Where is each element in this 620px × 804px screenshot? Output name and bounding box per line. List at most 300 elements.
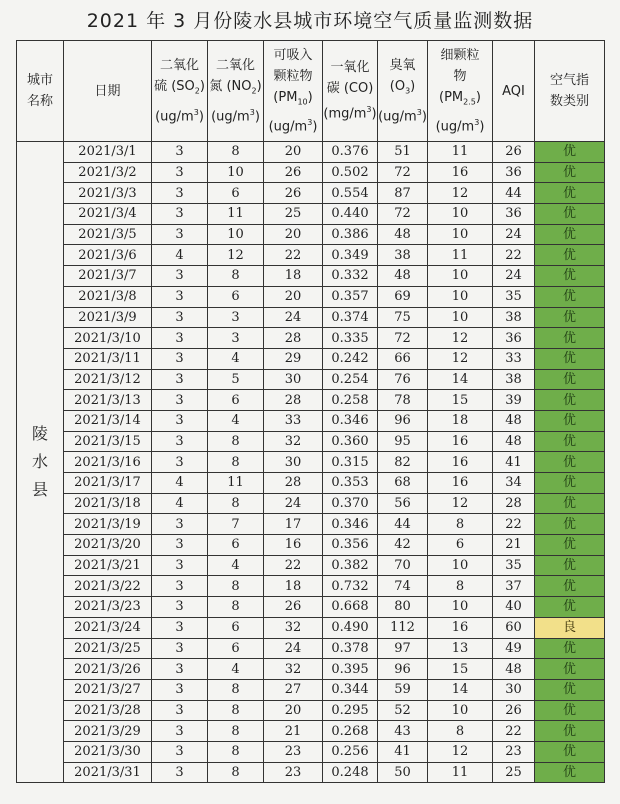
date-cell: 2021/3/22 [64, 576, 152, 597]
table-row [17, 328, 605, 349]
so2-cell: 4 [152, 493, 208, 514]
category-cell: 优 [535, 721, 605, 742]
header-pm25: 细颗粒 物 $(PM_{2.5})$ $(ug/m^3)$ [428, 41, 493, 142]
no2-cell: 6 [208, 390, 264, 411]
o3-cell: 87 [378, 183, 428, 204]
co-cell: 0.335 [323, 328, 378, 349]
pm25-cell: 11 [428, 142, 493, 163]
aqi-cell: 41 [493, 452, 535, 473]
no2-cell: 4 [208, 348, 264, 369]
table-row [17, 514, 605, 535]
o3-cell: 72 [378, 328, 428, 349]
o3-cell: 72 [378, 162, 428, 183]
co-cell: 0.376 [323, 142, 378, 163]
o3-cell: 59 [378, 679, 428, 700]
table-row [17, 431, 605, 452]
so2-cell: 3 [152, 431, 208, 452]
aqi-cell: 21 [493, 535, 535, 556]
pm25-cell: 12 [428, 183, 493, 204]
no2-cell: 12 [208, 245, 264, 266]
pm10-cell: 20 [264, 142, 323, 163]
table-row [17, 245, 605, 266]
pm25-cell: 16 [428, 452, 493, 473]
pm10-cell: 29 [264, 348, 323, 369]
pm10-cell: 28 [264, 328, 323, 349]
co-cell: 0.332 [323, 266, 378, 287]
aqi-cell: 40 [493, 597, 535, 618]
so2-cell: 3 [152, 700, 208, 721]
o3-cell: 48 [378, 224, 428, 245]
pm25-cell: 10 [428, 307, 493, 328]
pm10-cell: 20 [264, 224, 323, 245]
o3-cell: 95 [378, 431, 428, 452]
air-quality-table [16, 40, 605, 783]
o3-cell: 96 [378, 659, 428, 680]
city-name-cell: 陵 水 县 [17, 142, 64, 783]
table-row [17, 679, 605, 700]
o3-cell: 68 [378, 473, 428, 494]
no2-cell: 4 [208, 659, 264, 680]
header-row [17, 41, 605, 142]
no2-cell: 8 [208, 741, 264, 762]
date-cell: 2021/3/26 [64, 659, 152, 680]
o3-cell: 112 [378, 617, 428, 638]
category-cell: 优 [535, 555, 605, 576]
date-cell: 2021/3/12 [64, 369, 152, 390]
so2-cell: 3 [152, 741, 208, 762]
table-row [17, 535, 605, 556]
no2-cell: 8 [208, 452, 264, 473]
no2-cell: 8 [208, 679, 264, 700]
co-cell: 0.346 [323, 514, 378, 535]
o3-cell: 82 [378, 452, 428, 473]
no2-cell: 4 [208, 410, 264, 431]
pm25-cell: 10 [428, 597, 493, 618]
date-cell: 2021/3/7 [64, 266, 152, 287]
pm10-cell: 32 [264, 617, 323, 638]
pm10-cell: 26 [264, 597, 323, 618]
aqi-cell: 22 [493, 514, 535, 535]
aqi-cell: 49 [493, 638, 535, 659]
o3-cell: 52 [378, 700, 428, 721]
table-row [17, 762, 605, 783]
no2-cell: 8 [208, 142, 264, 163]
pm25-cell: 16 [428, 162, 493, 183]
pm10-cell: 20 [264, 286, 323, 307]
aqi-cell: 23 [493, 741, 535, 762]
pm10-cell: 21 [264, 721, 323, 742]
table-row [17, 183, 605, 204]
so2-cell: 3 [152, 369, 208, 390]
no2-cell: 5 [208, 369, 264, 390]
table-row [17, 555, 605, 576]
category-cell: 优 [535, 245, 605, 266]
aqi-cell: 22 [493, 721, 535, 742]
date-cell: 2021/3/25 [64, 638, 152, 659]
aqi-cell: 30 [493, 679, 535, 700]
header-category: 空气指 数类别 [535, 41, 605, 142]
pm25-cell: 10 [428, 204, 493, 225]
date-cell: 2021/3/5 [64, 224, 152, 245]
aqi-cell: 22 [493, 245, 535, 266]
no2-cell: 11 [208, 204, 264, 225]
pm10-cell: 22 [264, 555, 323, 576]
category-cell: 良 [535, 617, 605, 638]
co-cell: 0.732 [323, 576, 378, 597]
table-row [17, 597, 605, 618]
aqi-cell: 48 [493, 659, 535, 680]
o3-cell: 78 [378, 390, 428, 411]
co-cell: 0.353 [323, 473, 378, 494]
pm25-cell: 16 [428, 473, 493, 494]
table-row [17, 473, 605, 494]
category-cell: 优 [535, 410, 605, 431]
co-cell: 0.502 [323, 162, 378, 183]
co-cell: 0.668 [323, 597, 378, 618]
pm25-cell: 12 [428, 348, 493, 369]
pm10-cell: 23 [264, 762, 323, 783]
aqi-cell: 24 [493, 224, 535, 245]
co-cell: 0.378 [323, 638, 378, 659]
pm10-cell: 24 [264, 307, 323, 328]
pm25-cell: 14 [428, 679, 493, 700]
date-cell: 2021/3/29 [64, 721, 152, 742]
co-cell: 0.356 [323, 535, 378, 556]
pm10-cell: 32 [264, 431, 323, 452]
category-cell: 优 [535, 142, 605, 163]
o3-cell: 38 [378, 245, 428, 266]
so2-cell: 3 [152, 266, 208, 287]
aqi-cell: 48 [493, 410, 535, 431]
header-pm10: 可吸入 颗粒物 $(PM_{10})$ $(ug/m^3)$ [264, 41, 323, 142]
pm25-cell: 6 [428, 535, 493, 556]
pm10-cell: 28 [264, 390, 323, 411]
pm25-cell: 8 [428, 576, 493, 597]
category-cell: 优 [535, 390, 605, 411]
o3-cell: 75 [378, 307, 428, 328]
no2-cell: 8 [208, 721, 264, 742]
so2-cell: 3 [152, 514, 208, 535]
no2-cell: 11 [208, 473, 264, 494]
o3-cell: 51 [378, 142, 428, 163]
o3-cell: 44 [378, 514, 428, 535]
pm10-cell: 18 [264, 266, 323, 287]
so2-cell: 3 [152, 390, 208, 411]
category-cell: 优 [535, 638, 605, 659]
so2-cell: 4 [152, 473, 208, 494]
date-cell: 2021/3/30 [64, 741, 152, 762]
table-row [17, 266, 605, 287]
so2-cell: 4 [152, 245, 208, 266]
so2-cell: 3 [152, 224, 208, 245]
so2-cell: 3 [152, 183, 208, 204]
so2-cell: 3 [152, 576, 208, 597]
table-row [17, 700, 605, 721]
table-row [17, 369, 605, 390]
category-cell: 优 [535, 762, 605, 783]
table-row [17, 493, 605, 514]
date-cell: 2021/3/16 [64, 452, 152, 473]
category-cell: 优 [535, 700, 605, 721]
o3-cell: 50 [378, 762, 428, 783]
co-cell: 0.268 [323, 721, 378, 742]
pm25-cell: 10 [428, 700, 493, 721]
so2-cell: 3 [152, 617, 208, 638]
aqi-cell: 48 [493, 431, 535, 452]
no2-cell: 8 [208, 576, 264, 597]
pm25-cell: 16 [428, 617, 493, 638]
o3-cell: 80 [378, 597, 428, 618]
o3-cell: 96 [378, 410, 428, 431]
no2-cell: 10 [208, 224, 264, 245]
no2-cell: 6 [208, 638, 264, 659]
no2-cell: 8 [208, 762, 264, 783]
table-row [17, 286, 605, 307]
co-cell: 0.346 [323, 410, 378, 431]
o3-cell: 72 [378, 204, 428, 225]
o3-cell: 74 [378, 576, 428, 597]
so2-cell: 3 [152, 410, 208, 431]
header-date: 日期 [64, 41, 152, 142]
header-city: 城市 名称 [17, 41, 64, 142]
pm25-cell: 10 [428, 266, 493, 287]
pm25-cell: 15 [428, 659, 493, 680]
so2-cell: 3 [152, 142, 208, 163]
category-cell: 优 [535, 473, 605, 494]
o3-cell: 76 [378, 369, 428, 390]
table-row [17, 741, 605, 762]
no2-cell: 6 [208, 535, 264, 556]
pm25-cell: 14 [428, 369, 493, 390]
no2-cell: 6 [208, 617, 264, 638]
co-cell: 0.349 [323, 245, 378, 266]
date-cell: 2021/3/20 [64, 535, 152, 556]
date-cell: 2021/3/3 [64, 183, 152, 204]
pm25-cell: 16 [428, 431, 493, 452]
so2-cell: 3 [152, 348, 208, 369]
so2-cell: 3 [152, 555, 208, 576]
date-cell: 2021/3/2 [64, 162, 152, 183]
table-row [17, 162, 605, 183]
no2-cell: 7 [208, 514, 264, 535]
pm10-cell: 30 [264, 452, 323, 473]
date-cell: 2021/3/9 [64, 307, 152, 328]
date-cell: 2021/3/4 [64, 204, 152, 225]
date-cell: 2021/3/21 [64, 555, 152, 576]
pm25-cell: 11 [428, 762, 493, 783]
pm10-cell: 33 [264, 410, 323, 431]
pm25-cell: 8 [428, 514, 493, 535]
so2-cell: 3 [152, 328, 208, 349]
aqi-cell: 34 [493, 473, 535, 494]
pm10-cell: 27 [264, 679, 323, 700]
aqi-cell: 35 [493, 555, 535, 576]
date-cell: 2021/3/31 [64, 762, 152, 783]
so2-cell: 3 [152, 762, 208, 783]
category-cell: 优 [535, 535, 605, 556]
category-cell: 优 [535, 286, 605, 307]
co-cell: 0.382 [323, 555, 378, 576]
table-row [17, 224, 605, 245]
no2-cell: 8 [208, 493, 264, 514]
o3-cell: 66 [378, 348, 428, 369]
co-cell: 0.344 [323, 679, 378, 700]
category-cell: 优 [535, 224, 605, 245]
pm10-cell: 26 [264, 183, 323, 204]
pm10-cell: 23 [264, 741, 323, 762]
no2-cell: 8 [208, 597, 264, 618]
table-row [17, 142, 605, 163]
pm25-cell: 10 [428, 286, 493, 307]
category-cell: 优 [535, 162, 605, 183]
category-cell: 优 [535, 328, 605, 349]
co-cell: 0.440 [323, 204, 378, 225]
table-row [17, 659, 605, 680]
category-cell: 优 [535, 576, 605, 597]
category-cell: 优 [535, 266, 605, 287]
date-cell: 2021/3/8 [64, 286, 152, 307]
date-cell: 2021/3/19 [64, 514, 152, 535]
pm25-cell: 18 [428, 410, 493, 431]
no2-cell: 3 [208, 328, 264, 349]
date-cell: 2021/3/23 [64, 597, 152, 618]
aqi-cell: 60 [493, 617, 535, 638]
pm25-cell: 12 [428, 493, 493, 514]
category-cell: 优 [535, 493, 605, 514]
page-title: 2021 年 3 月份陵水县城市环境空气质量监测数据 [86, 10, 534, 32]
date-cell: 2021/3/1 [64, 142, 152, 163]
co-cell: 0.395 [323, 659, 378, 680]
so2-cell: 3 [152, 597, 208, 618]
aqi-cell: 26 [493, 142, 535, 163]
date-cell: 2021/3/18 [64, 493, 152, 514]
o3-cell: 56 [378, 493, 428, 514]
o3-cell: 43 [378, 721, 428, 742]
co-cell: 0.258 [323, 390, 378, 411]
aqi-cell: 38 [493, 307, 535, 328]
category-cell: 优 [535, 741, 605, 762]
pm10-cell: 26 [264, 162, 323, 183]
header-so2: 二氧化 硫 $(SO_2)$ $(ug/m^3)$ [152, 41, 208, 142]
table-row [17, 638, 605, 659]
category-cell: 优 [535, 307, 605, 328]
co-cell: 0.357 [323, 286, 378, 307]
pm25-cell: 10 [428, 555, 493, 576]
co-cell: 0.554 [323, 183, 378, 204]
pm10-cell: 20 [264, 700, 323, 721]
so2-cell: 3 [152, 286, 208, 307]
co-cell: 0.490 [323, 617, 378, 638]
o3-cell: 70 [378, 555, 428, 576]
no2-cell: 6 [208, 183, 264, 204]
pm10-cell: 32 [264, 659, 323, 680]
table-row [17, 348, 605, 369]
aqi-cell: 44 [493, 183, 535, 204]
category-cell: 优 [535, 431, 605, 452]
pm10-cell: 24 [264, 493, 323, 514]
co-cell: 0.360 [323, 431, 378, 452]
table-row [17, 410, 605, 431]
table-row [17, 307, 605, 328]
date-cell: 2021/3/10 [64, 328, 152, 349]
aqi-cell: 36 [493, 162, 535, 183]
table-row [17, 617, 605, 638]
so2-cell: 3 [152, 721, 208, 742]
no2-cell: 3 [208, 307, 264, 328]
no2-cell: 4 [208, 555, 264, 576]
aqi-cell: 24 [493, 266, 535, 287]
so2-cell: 3 [152, 659, 208, 680]
co-cell: 0.374 [323, 307, 378, 328]
pm10-cell: 30 [264, 369, 323, 390]
co-cell: 0.386 [323, 224, 378, 245]
aqi-cell: 26 [493, 700, 535, 721]
so2-cell: 3 [152, 535, 208, 556]
o3-cell: 69 [378, 286, 428, 307]
o3-cell: 41 [378, 741, 428, 762]
category-cell: 优 [535, 597, 605, 618]
date-cell: 2021/3/13 [64, 390, 152, 411]
no2-cell: 8 [208, 431, 264, 452]
aqi-cell: 38 [493, 369, 535, 390]
no2-cell: 10 [208, 162, 264, 183]
pm25-cell: 12 [428, 328, 493, 349]
date-cell: 2021/3/14 [64, 410, 152, 431]
aqi-cell: 35 [493, 286, 535, 307]
o3-cell: 48 [378, 266, 428, 287]
category-cell: 优 [535, 659, 605, 680]
table-row [17, 721, 605, 742]
header-o3: 臭氧 $(O_3)$ $(ug/m^3)$ [378, 41, 428, 142]
no2-cell: 6 [208, 286, 264, 307]
so2-cell: 3 [152, 162, 208, 183]
pm25-cell: 8 [428, 721, 493, 742]
co-cell: 0.315 [323, 452, 378, 473]
pm10-cell: 24 [264, 638, 323, 659]
aqi-cell: 36 [493, 204, 535, 225]
table-row [17, 390, 605, 411]
header-co: 一氧化 碳 (CO) $(mg/m^3)$ [323, 41, 378, 142]
no2-cell: 8 [208, 700, 264, 721]
so2-cell: 3 [152, 638, 208, 659]
date-cell: 2021/3/28 [64, 700, 152, 721]
no2-cell: 8 [208, 266, 264, 287]
so2-cell: 3 [152, 679, 208, 700]
aqi-cell: 39 [493, 390, 535, 411]
category-cell: 优 [535, 369, 605, 390]
co-cell: 0.256 [323, 741, 378, 762]
co-cell: 0.248 [323, 762, 378, 783]
date-cell: 2021/3/24 [64, 617, 152, 638]
pm25-cell: 11 [428, 245, 493, 266]
aqi-cell: 28 [493, 493, 535, 514]
category-cell: 优 [535, 204, 605, 225]
co-cell: 0.295 [323, 700, 378, 721]
aqi-cell: 33 [493, 348, 535, 369]
pm10-cell: 22 [264, 245, 323, 266]
pm25-cell: 13 [428, 638, 493, 659]
pm10-cell: 16 [264, 535, 323, 556]
date-cell: 2021/3/6 [64, 245, 152, 266]
date-cell: 2021/3/15 [64, 431, 152, 452]
co-cell: 0.254 [323, 369, 378, 390]
date-cell: 2021/3/17 [64, 473, 152, 494]
table-row [17, 576, 605, 597]
table-row [17, 204, 605, 225]
category-cell: 优 [535, 679, 605, 700]
aqi-cell: 36 [493, 328, 535, 349]
header-aqi: AQI [493, 41, 535, 142]
